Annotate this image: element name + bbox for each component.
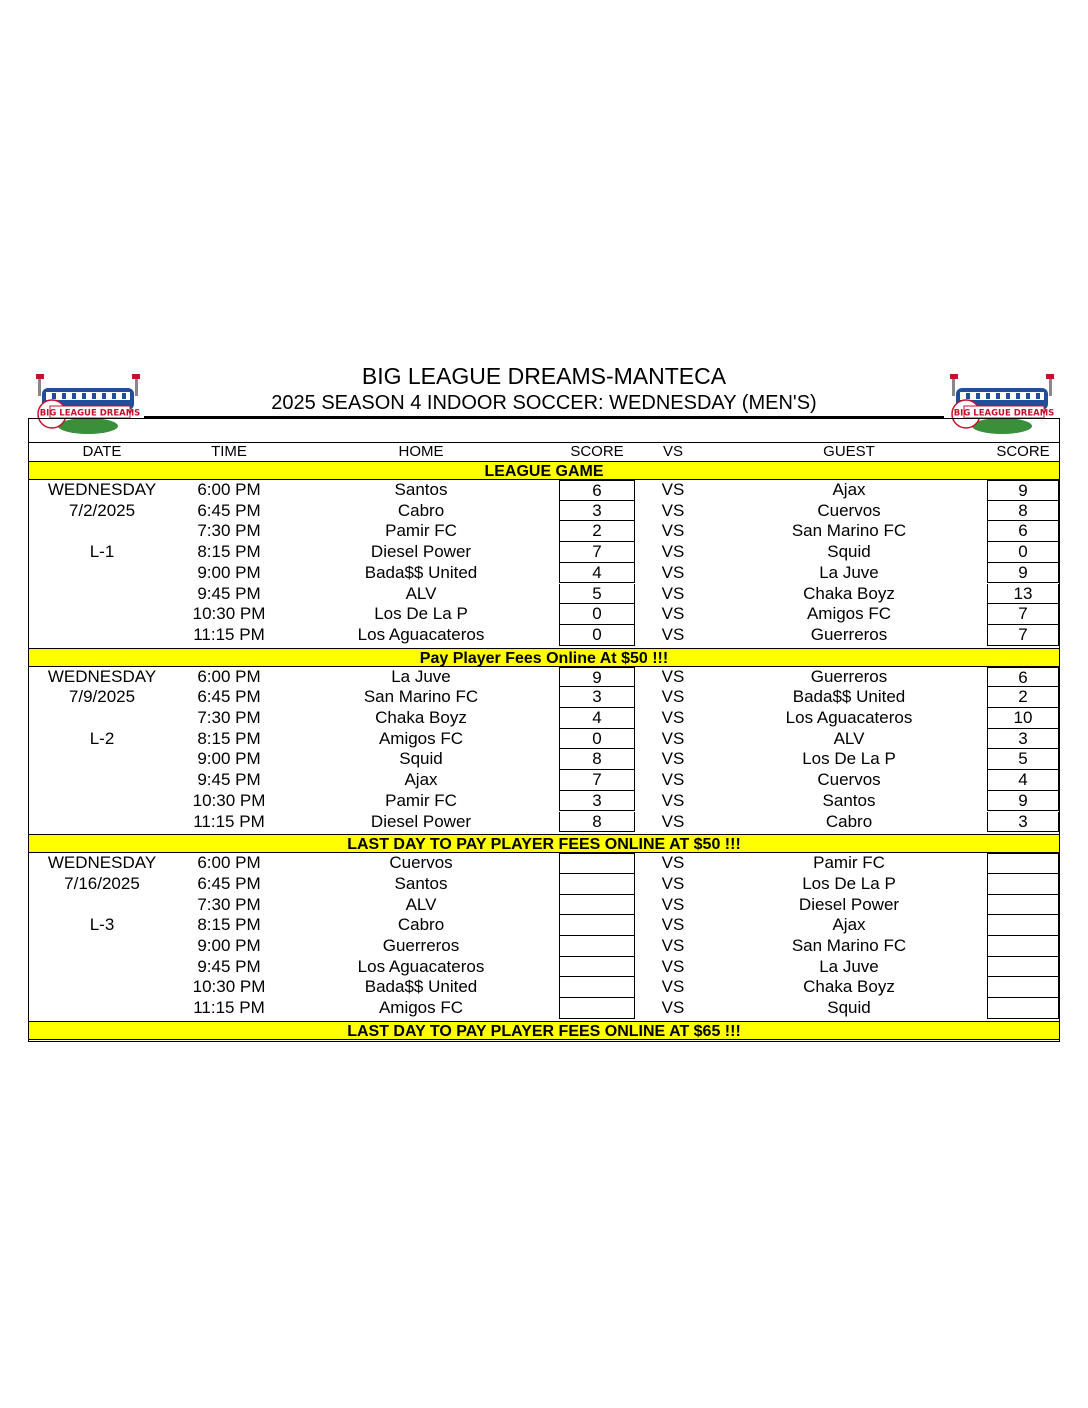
home-team: Los Aguacateros: [357, 956, 485, 976]
home-team: Ajax: [404, 770, 438, 790]
vs-label: VS: [661, 624, 685, 644]
home-team: Amigos FC: [378, 998, 464, 1018]
home-score: [559, 998, 635, 1019]
vs-label: VS: [661, 521, 685, 541]
table-row: [29, 957, 1059, 978]
vs-label: VS: [661, 500, 685, 520]
home-score: 7: [559, 770, 635, 791]
page-subtitle: 2025 SEASON 4 INDOOR SOCCER: WEDNESDAY (MEN'S): [271, 392, 817, 414]
guest-score: [987, 895, 1059, 916]
guest-score: [987, 915, 1059, 936]
game-time: 7:30 PM: [197, 894, 261, 914]
table-row: [29, 542, 1059, 563]
vs-label: VS: [661, 873, 685, 893]
home-score: 3: [559, 687, 635, 708]
banner-league-game: LEAGUE GAME: [29, 461, 1059, 480]
date-cell-empty: [29, 625, 175, 646]
table-row: [29, 480, 1059, 501]
guest-team: Guerreros: [810, 624, 888, 644]
guest-team: Guerreros: [810, 666, 888, 686]
home-score: [559, 957, 635, 978]
table-row: [29, 584, 1059, 605]
week-day: WEDNESDAY: [47, 480, 157, 499]
guest-team: ALV: [833, 728, 865, 748]
date-cell-empty: [29, 895, 175, 916]
column-header-home: HOME: [398, 443, 444, 460]
home-score: [559, 895, 635, 916]
date-cell-empty: [29, 770, 175, 791]
guest-score: 0: [987, 542, 1059, 563]
table-row: [29, 501, 1059, 522]
game-time: 10:30 PM: [192, 790, 266, 810]
home-score: 0: [559, 729, 635, 750]
game-time: 9:00 PM: [197, 749, 261, 769]
column-header-time: TIME: [211, 443, 247, 460]
game-time: 7:30 PM: [197, 708, 261, 727]
vs-label: VS: [661, 687, 685, 707]
table-top-strip: [29, 419, 1059, 443]
home-team: Pamir FC: [385, 521, 457, 541]
game-time: 6:45 PM: [197, 873, 261, 893]
game-time: 8:15 PM: [197, 728, 261, 748]
guest-team: Cuervos: [817, 500, 881, 520]
guest-team: La Juve: [819, 562, 879, 582]
home-score: 0: [559, 604, 635, 625]
date-cell-empty: [29, 998, 175, 1019]
guest-team: Ajax: [832, 915, 866, 935]
guest-team: Los Aguacateros: [785, 708, 913, 727]
guest-team: Los De La P: [802, 749, 896, 769]
guest-score: 3: [987, 812, 1059, 833]
game-time: 6:00 PM: [197, 853, 261, 873]
date-cell-empty: [29, 749, 175, 770]
table-row: [29, 874, 1059, 895]
guest-score: 9: [987, 791, 1059, 812]
home-score: [559, 874, 635, 895]
home-team: Cabro: [397, 915, 445, 935]
game-time: 8:15 PM: [197, 542, 261, 562]
vs-label: VS: [661, 542, 685, 562]
table-row: [29, 998, 1059, 1019]
guest-team: Cuervos: [817, 770, 881, 790]
home-team: Squid: [399, 749, 443, 769]
guest-score: [987, 853, 1059, 874]
guest-score: 5: [987, 749, 1059, 770]
game-time: 11:15 PM: [193, 811, 265, 831]
guest-score: 10: [987, 708, 1059, 729]
table-row: [29, 687, 1059, 708]
vs-label: VS: [661, 977, 685, 997]
table-row: [29, 749, 1059, 770]
vs-label: VS: [661, 562, 685, 582]
guest-score: [987, 936, 1059, 957]
game-time: 6:00 PM: [197, 480, 261, 499]
guest-team: Santos: [822, 790, 876, 810]
home-team: Guerreros: [382, 936, 460, 955]
guest-score: [987, 998, 1059, 1019]
home-score: 3: [559, 791, 635, 812]
schedule-table: [28, 418, 1060, 1042]
game-time: 11:15 PM: [193, 998, 265, 1018]
home-score: 6: [559, 480, 635, 501]
home-score: [559, 936, 635, 957]
guest-score: 4: [987, 770, 1059, 791]
game-time: 11:15 PM: [193, 624, 265, 644]
home-team: Los De La P: [374, 604, 468, 624]
date-cell-empty: [29, 563, 175, 584]
guest-score: [987, 977, 1059, 998]
vs-label: VS: [661, 790, 685, 810]
vs-label: VS: [661, 583, 685, 603]
guest-team: San Marino FC: [791, 521, 907, 541]
table-row: [29, 936, 1059, 957]
table-row: [29, 563, 1059, 584]
vs-label: VS: [661, 604, 685, 624]
home-team: Amigos FC: [378, 728, 464, 748]
game-time: 8:15 PM: [197, 915, 261, 935]
game-time: 6:45 PM: [197, 687, 261, 707]
game-time: 9:45 PM: [197, 956, 261, 976]
guest-score: 2: [987, 687, 1059, 708]
home-score: 4: [559, 563, 635, 584]
game-time: 7:30 PM: [197, 521, 261, 541]
vs-label: VS: [661, 811, 685, 831]
home-score: 8: [559, 812, 635, 833]
home-score: 7: [559, 542, 635, 563]
guest-score: 13: [987, 584, 1059, 605]
vs-label: VS: [661, 708, 685, 727]
week-date: 7/2/2025: [68, 500, 136, 520]
date-cell-empty: [29, 957, 175, 978]
table-row: [29, 895, 1059, 916]
home-score: 5: [559, 584, 635, 605]
date-cell-empty: [29, 708, 175, 729]
home-score: [559, 853, 635, 874]
home-score: 0: [559, 625, 635, 646]
guest-team: La Juve: [819, 956, 879, 976]
date-cell-empty: [29, 977, 175, 998]
vs-label: VS: [661, 998, 685, 1018]
schedule-header: [0, 362, 1088, 418]
table-row: [29, 812, 1059, 833]
week-label: L-1: [89, 542, 115, 562]
table-row: [29, 667, 1059, 688]
vs-label: VS: [661, 956, 685, 976]
table-row: [29, 708, 1059, 729]
guest-team: Bada$$ United: [792, 687, 906, 707]
guest-score: 8: [987, 501, 1059, 522]
game-time: 9:45 PM: [197, 770, 261, 790]
guest-team: Squid: [827, 998, 871, 1018]
table-row: [29, 729, 1059, 750]
page-title: BIG LEAGUE DREAMS-MANTECA: [361, 363, 727, 389]
guest-score: [987, 874, 1059, 895]
home-team: Los Aguacateros: [357, 624, 485, 644]
guest-team: Ajax: [832, 480, 866, 499]
vs-label: VS: [661, 853, 685, 873]
home-team: Bada$$ United: [364, 977, 478, 997]
week-label: L-3: [89, 915, 115, 935]
home-score: [559, 977, 635, 998]
banner-last-day-50: LAST DAY TO PAY PLAYER FEES ONLINE AT $50 !!!: [29, 834, 1059, 853]
home-team: Pamir FC: [385, 790, 457, 810]
home-team: Cabro: [397, 500, 445, 520]
banner-last-day-65: LAST DAY TO PAY PLAYER FEES ONLINE AT $65 !!!: [29, 1021, 1059, 1040]
vs-label: VS: [661, 749, 685, 769]
logo-text: BIG LEAGUE DREAMS: [953, 408, 1055, 419]
column-header-home-score: SCORE: [570, 443, 624, 460]
game-time: 6:45 PM: [197, 500, 261, 520]
vs-label: VS: [661, 666, 685, 686]
guest-team: Chaka Boyz: [803, 977, 895, 997]
date-cell-empty: [29, 604, 175, 625]
table-row: [29, 770, 1059, 791]
column-header-vs: VS: [662, 443, 683, 460]
guest-team: Chaka Boyz: [803, 583, 895, 603]
home-score: [559, 915, 635, 936]
guest-score: 9: [987, 480, 1059, 501]
home-team: Diesel Power: [370, 811, 472, 831]
home-score: 4: [559, 708, 635, 729]
week-date: 7/9/2025: [68, 687, 136, 707]
vs-label: VS: [661, 728, 685, 748]
week-day: WEDNESDAY: [47, 853, 157, 873]
logo-text: BIG LEAGUE DREAMS: [39, 408, 141, 419]
table-row: [29, 521, 1059, 542]
date-cell-empty: [29, 521, 175, 542]
week-label: L-2: [89, 728, 115, 748]
home-team: Chaka Boyz: [375, 708, 467, 727]
guest-score: [987, 957, 1059, 978]
guest-team: Squid: [827, 542, 871, 562]
date-cell-empty: [29, 791, 175, 812]
game-time: 9:45 PM: [197, 583, 261, 603]
game-time: 10:30 PM: [192, 604, 266, 624]
table-row: [29, 915, 1059, 936]
guest-team: Diesel Power: [798, 894, 900, 914]
home-team: Santos: [394, 480, 448, 499]
table-row: [29, 791, 1059, 812]
home-score: 2: [559, 521, 635, 542]
vs-label: VS: [661, 936, 685, 955]
guest-score: 3: [987, 729, 1059, 750]
guest-team: Los De La P: [802, 873, 896, 893]
week-day: WEDNESDAY: [47, 666, 157, 686]
date-cell-empty: [29, 936, 175, 957]
banner-pay-fees: Pay Player Fees Online At $50 !!!: [29, 648, 1059, 667]
guest-score: 7: [987, 604, 1059, 625]
guest-score: 6: [987, 521, 1059, 542]
home-team: Bada$$ United: [364, 562, 478, 582]
column-header-date: DATE: [82, 443, 122, 460]
game-time: 9:00 PM: [197, 936, 261, 955]
date-cell-empty: [29, 812, 175, 833]
vs-label: VS: [661, 915, 685, 935]
home-score: 9: [559, 667, 635, 688]
guest-team: Pamir FC: [813, 853, 885, 873]
home-score: 8: [559, 749, 635, 770]
guest-score: 7: [987, 625, 1059, 646]
guest-team: Cabro: [825, 811, 873, 831]
home-score: 3: [559, 501, 635, 522]
table-row: [29, 853, 1059, 874]
vs-label: VS: [661, 894, 685, 914]
week-date: 7/16/2025: [64, 873, 140, 893]
vs-label: VS: [661, 480, 685, 499]
column-header-guest: GUEST: [823, 443, 875, 460]
game-time: 10:30 PM: [192, 977, 266, 997]
home-team: Diesel Power: [370, 542, 472, 562]
home-team: Santos: [394, 873, 448, 893]
table-row: [29, 604, 1059, 625]
table-row: [29, 977, 1059, 998]
home-team: Cuervos: [389, 853, 453, 873]
guest-score: 6: [987, 667, 1059, 688]
home-team: La Juve: [391, 666, 451, 686]
home-team: San Marino FC: [363, 687, 479, 707]
game-time: 6:00 PM: [197, 666, 261, 686]
guest-score: 9: [987, 563, 1059, 584]
guest-team: San Marino FC: [791, 936, 907, 955]
home-team: ALV: [405, 583, 437, 603]
vs-label: VS: [661, 770, 685, 790]
column-header-guest-score: SCORE: [996, 443, 1050, 460]
guest-team: Amigos FC: [806, 604, 892, 624]
home-team: ALV: [405, 894, 437, 914]
table-row: [29, 625, 1059, 646]
game-time: 9:00 PM: [197, 562, 261, 582]
date-cell-empty: [29, 584, 175, 605]
